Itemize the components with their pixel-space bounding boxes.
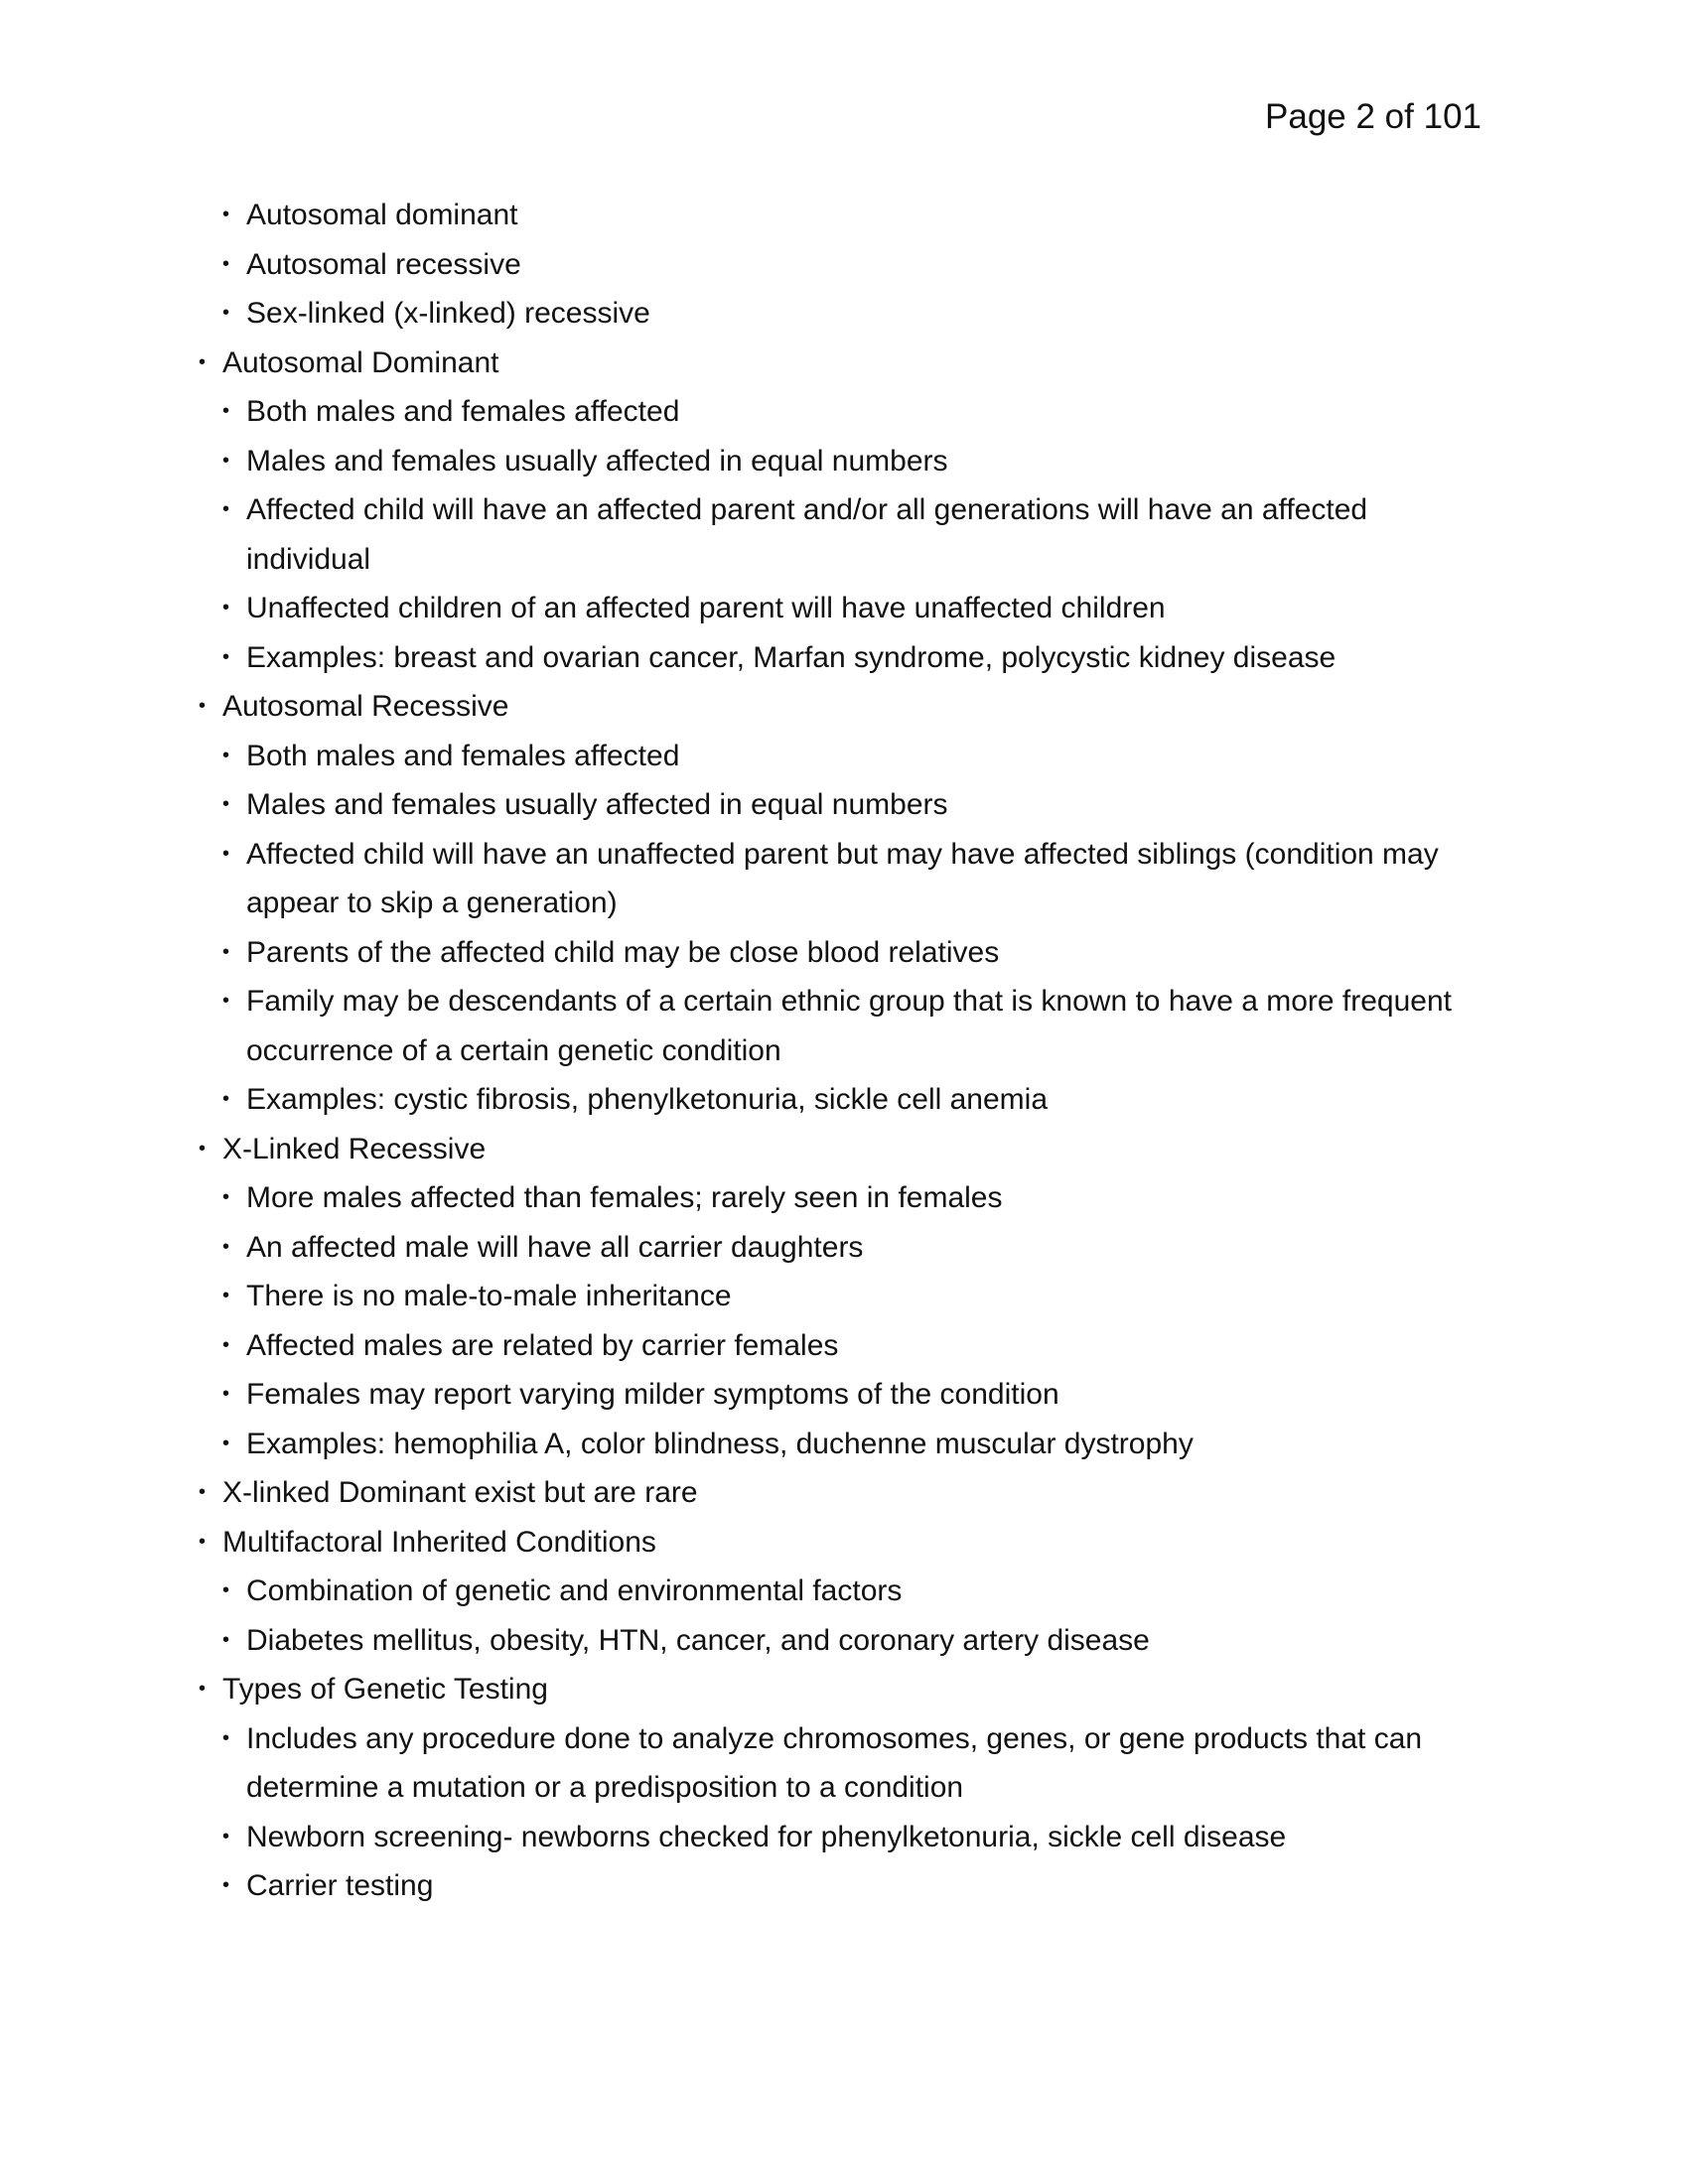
list-item-text: Includes any procedure done to analyze chromosomes, genes, or gene products that can determine a mutation or a predisposition to a condition [246,1721,1423,1804]
list-item [199,1125,1489,1174]
list-item [222,1714,1489,1813]
list-item [222,1370,1489,1420]
bullet-icon: • [222,842,230,865]
bullet-icon: • [222,1285,230,1306]
list-item [222,1321,1489,1371]
list-item-text: Examples: hemophilia A, color blindness, duchenne muscular dystrophy [246,1427,1194,1460]
list-item-text: Combination of genetic and environmental factors [246,1574,903,1607]
bullet-icon: • [222,1874,230,1896]
bullet-icon: • [222,1579,230,1601]
list-item-text: Newborn screening- newborns checked for phenylketonuria, sickle cell disease [246,1820,1287,1853]
list-item-text: Affected males are related by carrier females [246,1328,839,1362]
list-item-text: More males affected than females; rarely seen in females [246,1181,1003,1214]
list-item [222,289,1489,339]
list-item [222,387,1489,437]
list-item [222,633,1489,683]
bullet-icon: • [222,1088,230,1110]
list-item [222,732,1489,781]
list-item [222,1173,1489,1223]
bullet-icon: • [222,990,230,1012]
bullet-icon: • [222,1726,230,1749]
bullet-icon: • [222,204,230,225]
bullet-icon: • [199,1481,207,1503]
list-item [222,830,1489,928]
list-item [222,1420,1489,1469]
bullet-icon: • [222,645,230,668]
list-item [222,780,1489,830]
list-item-text: Examples: cystic fibrosis, phenylketonuria, sickle cell anemia [246,1083,1048,1116]
list-item-text: Multifactoral Inherited Conditions [222,1525,656,1559]
list-item-text: Diabetes mellitus, obesity, HTN, cancer, and coronary artery disease [246,1623,1150,1657]
list-item-text: Autosomal Recessive [222,690,509,723]
list-item-text: Females may report varying milder symptoms of the condition [246,1378,1059,1411]
list-item [222,584,1489,633]
bullet-icon: • [222,793,230,815]
bullet-icon: • [222,1628,230,1651]
list-item [199,339,1489,388]
list-item [199,682,1489,732]
list-item-text: Sex-linked (x-linked) recessive [246,297,650,330]
list-item-text: Carrier testing [246,1869,434,1902]
list-item-text: Unaffected children of an affected parent will have unaffected children [246,592,1166,624]
list-item [222,437,1489,486]
list-item [222,240,1489,290]
list-item [199,1665,1489,1714]
bullet-icon: • [199,695,207,717]
list-item [222,928,1489,978]
list-item-text: X-Linked Recessive [222,1132,487,1165]
bullet-icon: • [222,1432,230,1454]
bullet-icon: • [222,1825,230,1847]
bullet-icon: • [222,1333,230,1356]
list-item-text: Both males and females affected [246,739,680,772]
list-item-text: Affected child will have an unaffected parent but may have affected siblings (condition may appear to skip a generation) [246,837,1439,919]
bullet-icon: • [199,1530,207,1553]
list-item-text: Both males and females affected [246,395,680,428]
page-number: Page 2 of 101 [1265,97,1481,136]
list-item-text: Autosomal dominant [246,199,518,231]
bullet-icon: • [222,744,230,766]
list-item-text: Types of Genetic Testing [222,1673,548,1706]
bullet-icon: • [222,940,230,963]
list-item [222,1813,1489,1862]
list-item-text: X-linked Dominant exist but are rare [222,1476,698,1509]
bullet-list [199,191,1489,1911]
bullet-icon: • [222,1186,230,1208]
bullet-icon: • [222,302,230,324]
list-item-text: Males and females usually affected in equal numbers [246,444,948,478]
bullet-icon: • [222,498,230,520]
list-item-text: Examples: breast and ovarian cancer, Marfan syndrome, polycystic kidney disease [246,640,1336,674]
list-item [199,1468,1489,1518]
list-item [222,1861,1489,1911]
list-item [199,1518,1489,1568]
bullet-icon: • [199,1137,207,1160]
bullet-icon: • [222,597,230,618]
list-item [222,485,1489,584]
list-item-text: Autosomal Dominant [222,345,499,379]
list-item-text: Autosomal recessive [246,247,521,281]
list-item [222,1567,1489,1616]
list-item-text: An affected male will have all carrier daughters [246,1230,864,1264]
list-item [222,1223,1489,1273]
list-item-text: There is no male-to-male inheritance [246,1280,732,1312]
bullet-icon: • [199,1678,207,1700]
list-item-text: Family may be descendants of a certain ethnic group that is known to have a more frequent occurrence of a certain genetic condition [246,985,1453,1067]
list-item [222,1075,1489,1125]
list-item-text: Males and females usually affected in equal numbers [246,788,948,821]
list-item [222,977,1489,1075]
list-item [222,191,1489,240]
bullet-icon: • [222,449,230,472]
bullet-icon: • [222,400,230,422]
list-item [222,1272,1489,1321]
list-item-text: Parents of the affected child may be close blood relatives [246,935,1000,969]
bullet-icon: • [222,1235,230,1258]
list-item-text: Affected child will have an affected parent and/or all generations will have an affected individual [246,493,1368,576]
bullet-icon: • [222,252,230,275]
list-item [222,1616,1489,1666]
bullet-icon: • [199,350,207,373]
bullet-icon: • [222,1383,230,1405]
